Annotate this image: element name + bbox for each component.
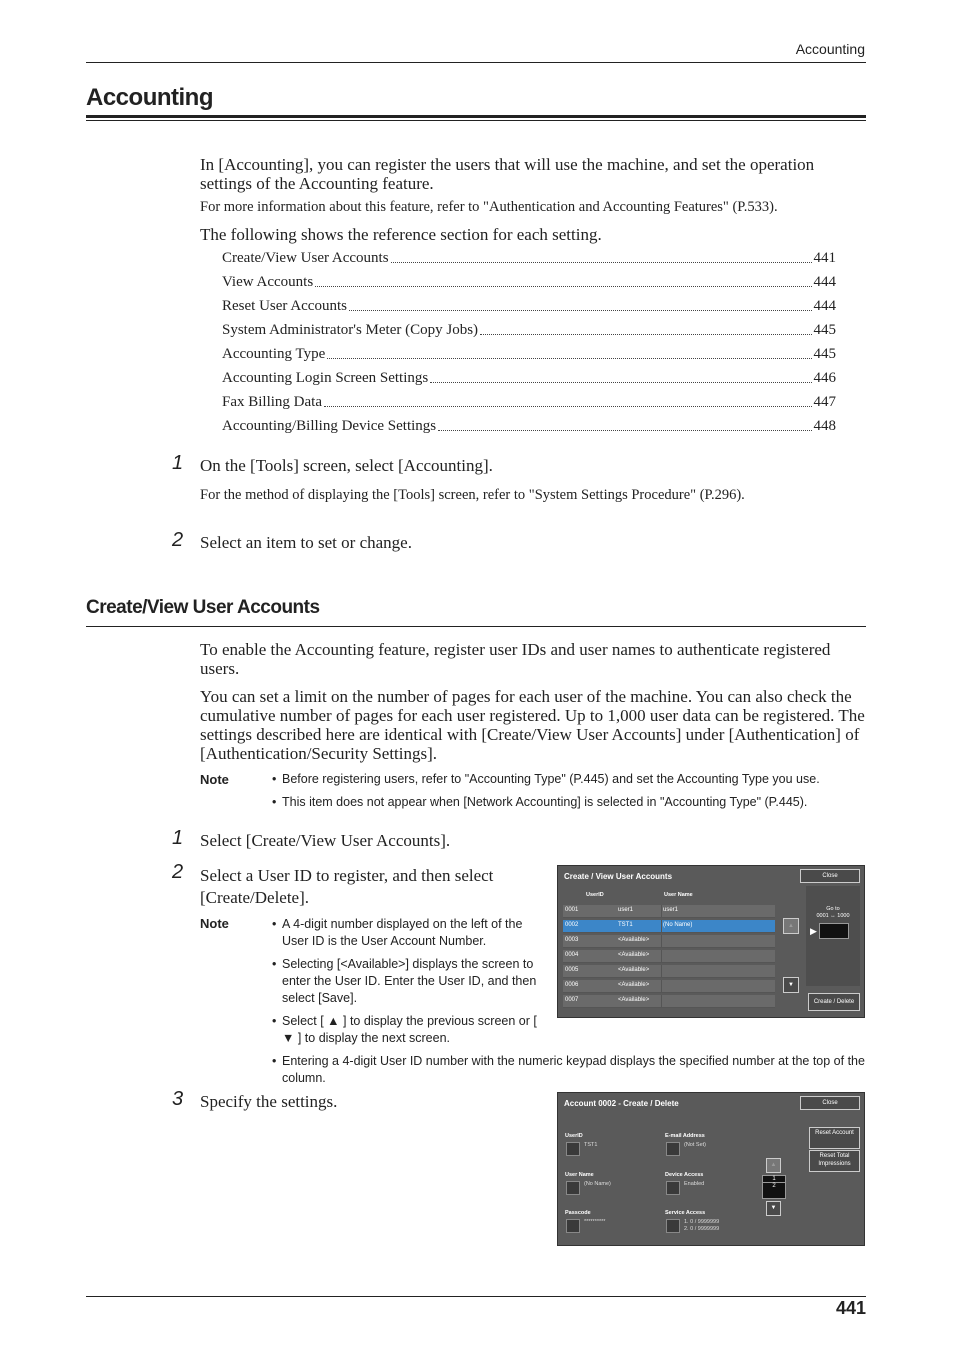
device-access-button[interactable] <box>666 1181 680 1195</box>
toc-item-page: 444 <box>813 298 836 314</box>
scroll-up-button[interactable] <box>783 918 799 934</box>
section-paragraph: You can set a limit on the number of pages for each user of the machine. You can also check the cumulative number of pages for each user registered. Up to 1,000 user data can be registered. The settings described here are identical with [Create/View User Accounts] under [Authentication] of [Authentication/Security Settings]. <box>200 687 865 763</box>
field-value-service-access-1: 1. 0 / 9999999 <box>684 1219 720 1225</box>
field-value-device-access: Enabled <box>684 1181 705 1187</box>
header-rule <box>86 62 866 63</box>
field-label-passcode: Passcode <box>565 1210 591 1216</box>
userid-button[interactable] <box>566 1142 580 1156</box>
field-label-device-access: Device Access <box>665 1172 704 1178</box>
field-value-userid: TST1 <box>584 1142 598 1148</box>
toc-item-page: 444 <box>813 274 836 290</box>
step-number: 2 <box>172 861 184 883</box>
field-label-email: E-mail Address <box>665 1133 705 1139</box>
title-rule-thin <box>86 120 866 121</box>
down-arrow-icon: ▼ <box>788 982 794 988</box>
note-bullet: • This item does not appear when [Network Accounting] is selected in "Accounting Type" (P.445). <box>272 795 808 809</box>
toc-item-title: Accounting Login Screen Settings <box>222 370 429 386</box>
toc-item-page: 448 <box>813 418 836 434</box>
section-title: Create/View User Accounts <box>86 597 320 618</box>
toc-item-title: System Administrator's Meter (Copy Jobs) <box>222 322 479 338</box>
goto-label: Go to <box>826 906 840 912</box>
scroll-up-button[interactable] <box>766 1158 781 1173</box>
toc-leader <box>391 248 812 263</box>
toc-leader <box>430 368 811 383</box>
note-bullet: • Selecting [<Available>] displays the screen to enter the User ID. Enter the User ID, and then select [Save]. <box>272 957 537 1005</box>
toc-item-title: Accounting/Billing Device Settings <box>222 418 437 434</box>
field-label-service-access: Service Access <box>665 1210 706 1216</box>
username-button[interactable] <box>566 1181 580 1195</box>
note-bullet: • Entering a 4-digit User ID number with the numeric keypad displays the specified number at the top of the column. <box>272 1054 865 1085</box>
footer-rule <box>86 1296 866 1297</box>
service-access-button[interactable] <box>666 1219 680 1233</box>
screenshot-account-create-delete <box>557 1092 865 1246</box>
step-text: Specify the settings. <box>200 1092 338 1111</box>
toc-item-page: 445 <box>813 346 836 362</box>
toc-leader <box>480 320 811 335</box>
step-number: 1 <box>172 827 184 849</box>
toc-item-title: Accounting Type <box>222 346 326 362</box>
table-row[interactable]: 0001 user1 user1 <box>563 905 775 918</box>
note-bullet: • Select [ ▲ ] to display the previous screen or [ ▼ ] to display the next screen. <box>272 1014 537 1045</box>
goto-range: 0001 ↔ 1000 <box>816 913 850 919</box>
toc-item-title: View Accounts <box>222 274 314 290</box>
toc-item-title: Fax Billing Data <box>222 394 322 410</box>
toc-leader <box>349 296 812 311</box>
toc-item[interactable] <box>222 344 836 364</box>
step-number: 3 <box>172 1088 184 1110</box>
step-text: Select a User ID to register, and then select [Create/Delete]. <box>200 866 494 907</box>
note-label: Note <box>200 772 229 787</box>
toc-item[interactable] <box>222 320 836 340</box>
table-row[interactable]: 0003 <Available> <box>563 935 775 948</box>
toc-item[interactable] <box>222 272 836 292</box>
toc-item[interactable] <box>222 392 836 412</box>
down-arrow-icon: ▼ <box>770 1205 777 1211</box>
step-number: 1 <box>172 452 184 474</box>
field-label-userid: UserID <box>565 1133 583 1139</box>
intro-toc-lead: The following shows the reference section for each setting. <box>200 225 602 244</box>
field-value-passcode: ********** <box>584 1219 606 1225</box>
toc-item[interactable] <box>222 248 836 268</box>
toc-item[interactable] <box>222 368 836 388</box>
intro-reference: For more information about this feature, refer to "Authentication and Accounting Features" (P.533). <box>200 199 778 215</box>
screen-title: Account 0002 - Create / Delete <box>564 1099 679 1108</box>
step-number: 2 <box>172 529 184 551</box>
toc-item-page: 446 <box>813 370 836 386</box>
running-header: Accounting <box>795 41 865 57</box>
field-label-username: User Name <box>565 1172 594 1178</box>
toc-leader <box>324 392 812 407</box>
step-text: Select [Create/View User Accounts]. <box>200 831 451 850</box>
scroll-down-button[interactable] <box>766 1201 781 1216</box>
toc-item-page: 447 <box>813 394 836 410</box>
close-button[interactable]: Close <box>800 869 860 883</box>
note-bullet: • Before registering users, refer to "Accounting Type" (P.445) and set the Accounting Type you use. <box>272 772 820 786</box>
up-arrow-icon: ▲ <box>770 1162 777 1168</box>
step-subtext: For the method of displaying the [Tools] screen, refer to "System Settings Procedure" (P.296). <box>200 487 745 503</box>
close-button[interactable]: Close <box>800 1096 860 1110</box>
page-indicator-1: 1 <box>772 1176 776 1182</box>
note-label: Note <box>200 916 229 931</box>
table-row[interactable]: 0002 TST1 (No Name) <box>563 920 775 933</box>
toc-item-title: Reset User Accounts <box>222 298 347 314</box>
page-indicator <box>762 1175 786 1199</box>
page-title: Accounting <box>86 84 213 111</box>
table-row[interactable]: 0007 <Available> <box>563 995 775 1008</box>
toc-leader <box>327 344 811 359</box>
intro-paragraph: In [Accounting], you can register the users that will use the machine, and set the operation settings of the Accounting feature. <box>200 155 815 193</box>
table-row[interactable]: 0004 <Available> <box>563 950 775 963</box>
toc-item-page: 441 <box>813 250 836 266</box>
step-text: On the [Tools] screen, select [Accounting]. <box>200 456 493 475</box>
create-delete-button[interactable]: Create / Delete <box>808 993 860 1011</box>
field-value-username: (No Name) <box>584 1181 611 1187</box>
field-value-service-access-2: 2. 0 / 9999999 <box>684 1226 720 1232</box>
table-row[interactable]: 0005 <Available> <box>563 965 775 978</box>
arrow-right-icon: ▶ <box>810 926 817 936</box>
toc-item-page: 445 <box>813 322 836 338</box>
toc-leader <box>315 272 811 287</box>
up-arrow-icon: ▲ <box>788 923 794 929</box>
goto-panel <box>806 886 860 986</box>
screen-title: Create / View User Accounts <box>564 872 673 881</box>
page-indicator-2: 2 <box>763 1182 785 1189</box>
field-value-email: (Not Set) <box>684 1142 707 1148</box>
toc-item-title: Create/View User Accounts <box>222 250 389 266</box>
toc-item[interactable] <box>222 416 836 436</box>
step-text: Select an item to set or change. <box>200 533 412 552</box>
column-header-userid: UserID <box>586 892 604 898</box>
goto-input[interactable] <box>819 923 849 939</box>
page-number: 441 <box>835 1298 866 1318</box>
section-rule <box>86 626 866 627</box>
reset-account-button[interactable]: Reset Account <box>809 1127 860 1149</box>
scroll-down-button[interactable] <box>783 977 799 993</box>
toc-item[interactable] <box>222 296 836 316</box>
passcode-button[interactable] <box>566 1219 580 1233</box>
toc-leader <box>438 416 811 431</box>
section-paragraph: To enable the Accounting feature, register user IDs and user names to authenticate registered users. <box>200 640 831 678</box>
reset-total-impressions-button[interactable]: Reset Total Impressions <box>809 1150 860 1172</box>
table-row[interactable]: 0006 <Available> <box>563 980 775 993</box>
email-button[interactable] <box>666 1142 680 1156</box>
screenshot-user-accounts <box>557 865 865 1018</box>
note-bullet: • A 4-digit number displayed on the left of the User ID is the User Account Number. <box>272 917 523 948</box>
title-rule-thick <box>86 115 866 118</box>
column-header-username: User Name <box>664 892 693 898</box>
